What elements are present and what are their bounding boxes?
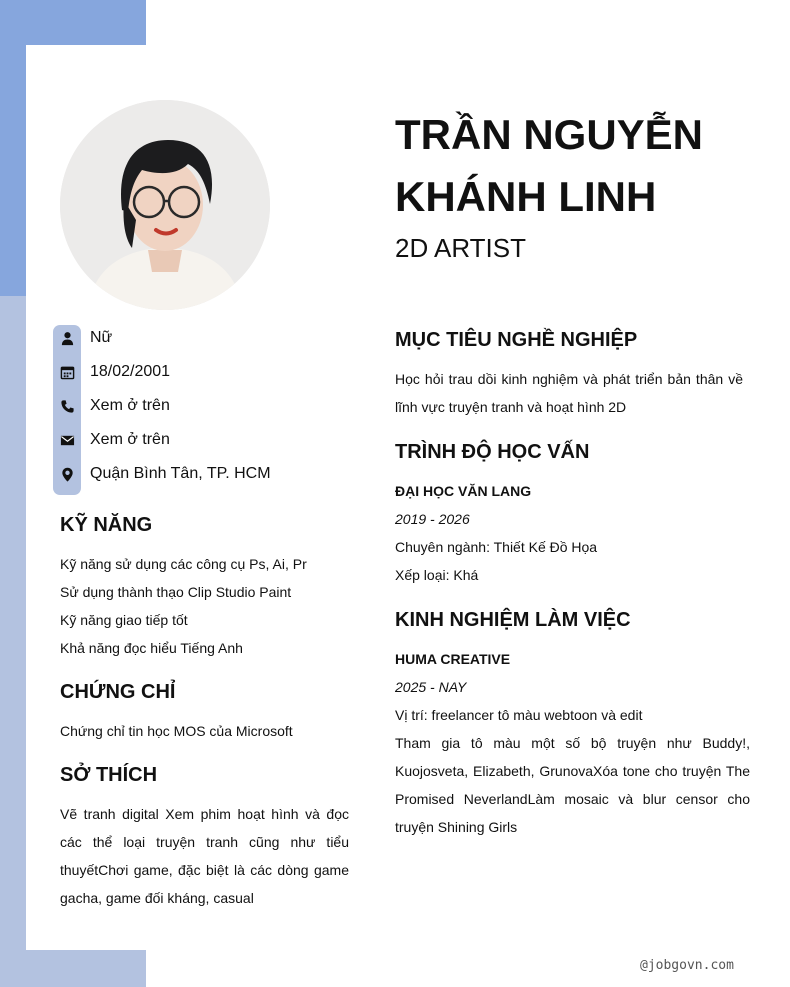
education-title: TRÌNH ĐỘ HỌC VẤN <box>395 441 590 463</box>
education-major: Chuyên ngành: Thiết Kế Đồ Họa <box>395 539 598 555</box>
person-icon <box>53 324 81 352</box>
education-period: 2019 - 2026 <box>395 511 470 527</box>
skills-title: KỸ NĂNG <box>60 514 153 536</box>
contact-text: Xem ở trên <box>90 397 170 414</box>
contact-text: 18/02/2001 <box>90 363 171 380</box>
location-pin-icon <box>53 460 81 488</box>
experience-period: 2025 - NAY <box>395 679 467 695</box>
contact-birthdate <box>53 358 353 386</box>
contact-text: Nữ <box>90 329 113 346</box>
contact-phone <box>53 392 353 420</box>
contact-gender <box>53 324 353 352</box>
education-school: ĐẠI HỌC VĂN LANG <box>395 483 532 499</box>
objective-text: Học hỏi trau dồi kinh nghiệm và phát triển bản thân về lĩnh vực truyện tranh và hoạt hình 2D <box>395 371 743 415</box>
mail-icon <box>53 426 81 454</box>
footer-watermark: @jobgovn.com <box>640 958 734 973</box>
education-grade: Xếp loại: Khá <box>395 567 479 583</box>
hobbies-title: SỞ THÍCH <box>60 764 158 786</box>
contact-email <box>53 426 353 454</box>
experience-description: Tham gia tô màu một số bộ truyện như Buddy!, Kuojosveta, Elizabeth, GrunovaXóa tone cho truyện The Promised NeverlandLàm mosaic và blur censor cho truyện Shining Girls <box>395 735 750 835</box>
candidate-name: TRẦN NGUYỄN KHÁNH LINH <box>395 111 704 220</box>
certificates-title: CHỨNG CHỈ <box>60 681 176 703</box>
skill-item: Kỹ năng giao tiếp tốt <box>60 612 188 628</box>
contact-text: Quận Bình Tân, TP. HCM <box>90 465 271 482</box>
portrait-illustration <box>60 100 270 310</box>
hobbies-text: Vẽ tranh digital Xem phim hoạt hình và đọc các thể loại truyện tranh cũng như tiểu thuyếtChơi game, đặc biệt là các dòng game gacha, game đối kháng, casual <box>60 806 349 906</box>
phone-icon <box>53 392 81 420</box>
contact-text: Xem ở trên <box>90 431 170 448</box>
contact-address <box>53 460 353 488</box>
experience-title: KINH NGHIỆM LÀM VIỆC <box>395 609 631 631</box>
objective-title: MỤC TIÊU NGHỀ NGHIỆP <box>395 329 638 351</box>
profile-photo <box>60 100 270 310</box>
calendar-icon <box>53 358 81 386</box>
candidate-role: 2D ARTIST <box>395 233 527 263</box>
certificate-item: Chứng chỉ tin học MOS của Microsoft <box>60 723 293 739</box>
skill-item: Khả năng đọc hiểu Tiếng Anh <box>60 640 243 656</box>
skill-item: Kỹ năng sử dụng các công cụ Ps, Ai, Pr <box>60 556 307 572</box>
experience-company: HUMA CREATIVE <box>395 651 511 667</box>
experience-position: Vị trí: freelancer tô màu webtoon và edit <box>395 707 643 723</box>
skill-item: Sử dụng thành thạo Clip Studio Paint <box>60 584 292 600</box>
